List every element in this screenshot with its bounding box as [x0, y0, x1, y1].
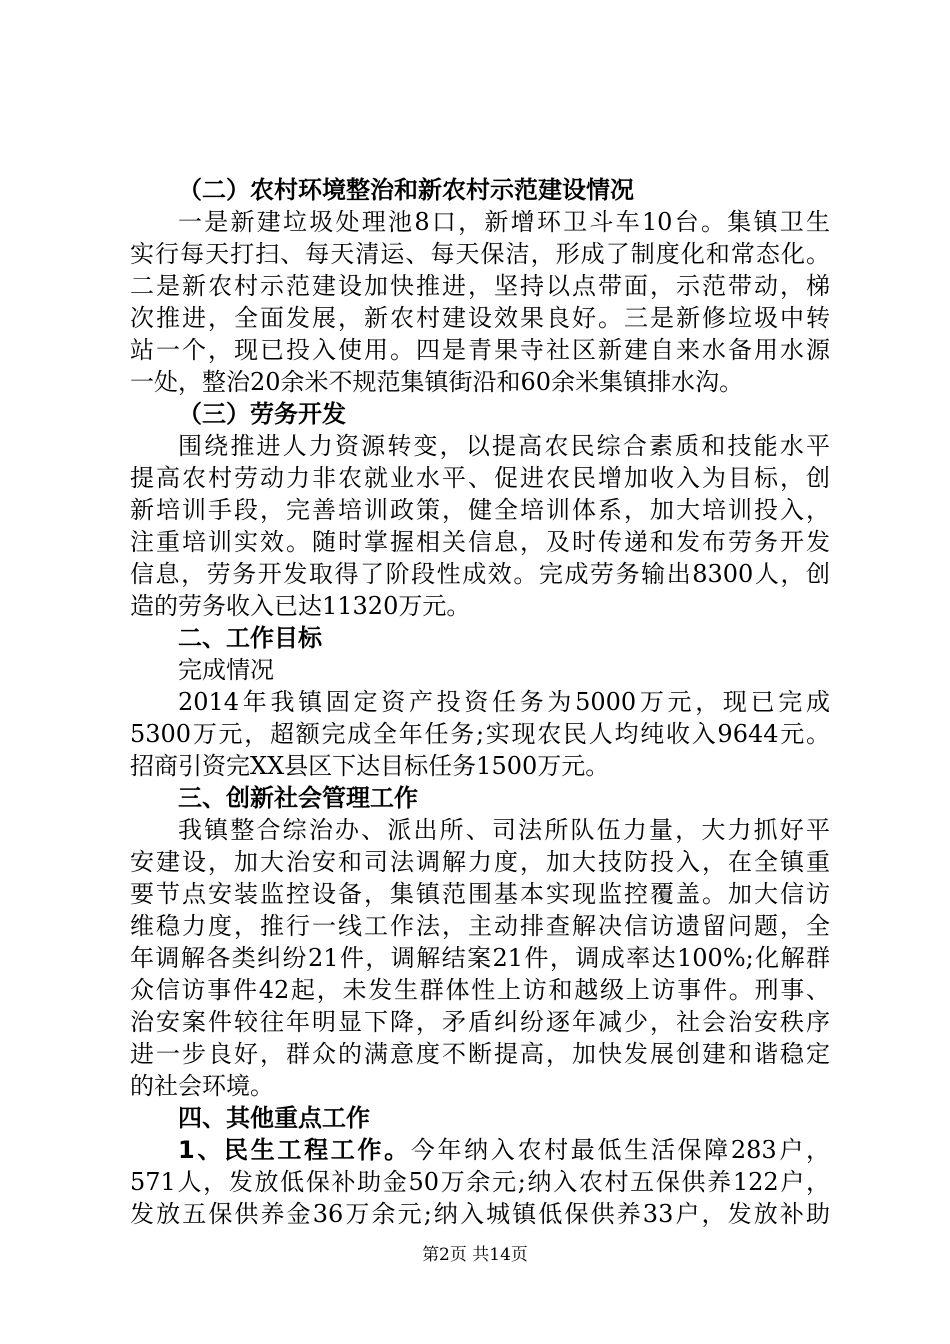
paragraph-line: 注重培训实效。随时掌握相关信息，及时传递和发布劳务开发 — [130, 528, 830, 556]
section-heading: （二）农村环境整治和新农村示范建设情况 — [178, 176, 634, 204]
subheading: 完成情况 — [178, 656, 274, 684]
paragraph-line: 发放五保供养金36万余元;纳入城镇低保供养33户，发放补助 — [130, 1200, 830, 1228]
paragraph-line: 站一个，现已投入使用。四是青果寺社区新建自来水备用水源 — [130, 336, 830, 364]
paragraph-line: 2014年我镇固定资产投资任务为5000万元，现已完成 — [178, 688, 830, 716]
paragraph-line: 571人，发放低保补助金50万余元;纳入农村五保供养122户， — [130, 1168, 830, 1196]
section-heading: （三）劳务开发 — [178, 400, 346, 428]
paragraph-line: 治安案件较往年明显下降，矛盾纠纷逐年减少，社会治安秩序 — [130, 1008, 830, 1036]
paragraph-line: 5300万元，超额完成全年任务;实现农民人均纯收入9644元。 — [130, 720, 830, 748]
section-heading: 三、创新社会管理工作 — [178, 784, 418, 812]
paragraph-line: 维稳力度，推行一线工作法，主动排查解决信访遗留问题，全 — [130, 912, 830, 940]
paragraph-line: 的社会环境。 — [130, 1072, 274, 1100]
paragraph-line: 一是新建垃圾处理池8口，新增环卫斗车10台。集镇卫生 — [178, 208, 830, 236]
paragraph-line: 要节点安装监控设备，集镇范围基本实现监控覆盖。加大信访 — [130, 880, 830, 908]
paragraph-line: 众信访事件42起，未发生群体性上访和越级上访事件。刑事、 — [130, 976, 830, 1004]
paragraph-line: 二是新农村示范建设加快推进，坚持以点带面，示范带动，梯 — [130, 272, 830, 300]
paragraph-line: 安建设，加大治安和司法调解力度，加大技防投入，在全镇重 — [130, 848, 830, 876]
page-footer: 第2页 共14页 — [422, 1245, 528, 1265]
paragraph-line: 实行每天打扫、每天清运、每天保洁，形成了制度化和常态化。 — [130, 240, 830, 268]
paragraph-line: 信息，劳务开发取得了阶段性成效。完成劳务输出8300人，创 — [130, 560, 830, 588]
paragraph-line: 招商引资完XX县区下达目标任务1500万元。 — [130, 752, 610, 780]
paragraph-line: 我镇整合综治办、派出所、司法所队伍力量，大力抓好平 — [178, 816, 830, 844]
item-title: 1、民生工程工作。 — [178, 1136, 411, 1164]
paragraph-line: 年调解各类纠纷21件，调解结案21件，调成率达100%;化解群 — [130, 944, 830, 972]
section-heading: 二、工作目标 — [178, 624, 322, 652]
item-text: 今年纳入农村最低生活保障283户， — [410, 1136, 830, 1164]
paragraph-line: 提高农村劳动力非农就业水平、促进农民增加收入为目标，创 — [130, 464, 830, 492]
paragraph-line: 造的劳务收入已达11320万元。 — [130, 592, 471, 620]
paragraph-line — [178, 1133, 830, 1167]
paragraph-line: 新培训手段，完善培训政策，健全培训体系，加大培训投入， — [130, 496, 830, 524]
paragraph-line: 次推进，全面发展，新农村建设效果良好。三是新修垃圾中转 — [130, 304, 830, 332]
section-heading: 四、其他重点工作 — [178, 1104, 370, 1132]
paragraph-line: 围绕推进人力资源转变，以提高农民综合素质和技能水平 — [178, 432, 830, 460]
paragraph-line: 一处，整治20余米不规范集镇街沿和60余米集镇排水沟。 — [130, 368, 744, 396]
paragraph-line: 进一步良好，群众的满意度不断提高，加快发展创建和谐稳定 — [130, 1040, 830, 1068]
